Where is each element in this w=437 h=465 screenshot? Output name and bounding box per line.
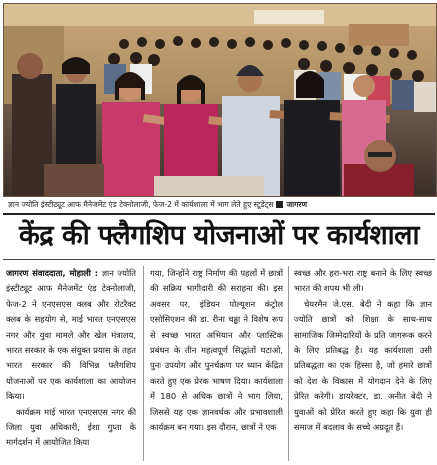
- article-text: चेयरमैन जे.एस. बेदी ने कहा कि ज्ञान ज्योति छात्रों को शिक्षा के साथ-साथ सामाजिक जिम्मेदारियों के प्रति जागरूक करने के लिए प्रतिबद्ध है। यह कार्यशाला उसी प्रतिबद्धता का एक हिस्सा है, जो हमारे छात्रों को देश के विकास में योगदान देने के लिए प्रेरित करेगी। डायरेक्टर, डा. अनीत बेदी ने युवाओं को प्रेरित करते हुए कहा कि युवा ही समाज में बदलाव के सच्चे अग्रदूत हैं।: [294, 298, 432, 433]
- caption-source: जागरण: [286, 200, 307, 209]
- event-photo: [3, 3, 437, 197]
- article-column-3: [294, 266, 432, 462]
- article-text: ज्ञान ज्योति इंस्टीट्यूट आफ मैनेजमेंट एंड टेक्नोलाजी, फेज-2 ने एनएसएस क्लब और रोटरैक्ट क्लब के सहयोग से, माई भारत एनएसएस नगर और युवा मामले और खेल मंत्रालय, भारत सरकार के एक संयुक्त प्रयास के तहत भारत सरकार की विभिन्न फ्लैगशिप योजनाओं पर एक कार्यशाला का आयोजन किया।: [6, 268, 136, 402]
- article-column-2: [150, 266, 283, 462]
- column-divider: [288, 266, 289, 461]
- photo-caption: [8, 199, 433, 211]
- article-text: कार्यक्रम माई भारत एनएसएस नगर की जिला युवा अधिकारी, ईशा गुप्ता के मार्गदर्शन में आयोजित किया: [6, 406, 136, 448]
- divider: [3, 259, 435, 260]
- photo-icon: [4, 4, 436, 196]
- article-lead: [6, 266, 136, 405]
- caption-text: ज्ञान ज्योति इंस्टीट्यूट आफ मैनेजमेंट एंड टेक्नोलाजी, फेज-2 में कार्यशाला में भाग लेते हुए स्टूडेंट्स: [8, 200, 274, 209]
- article-text: गया, जिन्होंने राष्ट्र निर्माण की पहलों में छात्रों की सक्रिय भागीदारी की सराहना की। इस अवसर पर, इंडियन पोल्यूशन कंट्रोल एसोसिएशन की डा. रीना चड्ढा ने विशेष रूप से स्वच्छ भारत अभियान और प्लास्टिक प्रबंधन के तीन महत्वपूर्ण सिद्धांतों घटाओ, पुनः उपयोग और पुनर्चक्रण पर ध्यान केंद्रित करते हुए एक प्रेरक भाषण दिया। कार्यशाला में 180 से अधिक छात्रों ने भाग लिया, जिससे यह एक ज्ञानवर्धक और प्रभावशाली कार्यक्रम बन गया। इस दौरान, छात्रों ने एक: [150, 268, 283, 433]
- dateline: जागरण संवाददाता, मोहाली :: [6, 268, 99, 278]
- article-column-1: [6, 266, 136, 462]
- source-marker-icon: [276, 201, 283, 208]
- headline: केंद्र की फ्लैगशिप योजनाओं पर कार्यशाला: [19, 220, 419, 251]
- article-text: स्वच्छ और हरा-भरा राष्ट्र बनाने के लिए स्वच्छ भारत की शपथ भी ली।: [294, 268, 432, 294]
- column-divider: [143, 266, 144, 461]
